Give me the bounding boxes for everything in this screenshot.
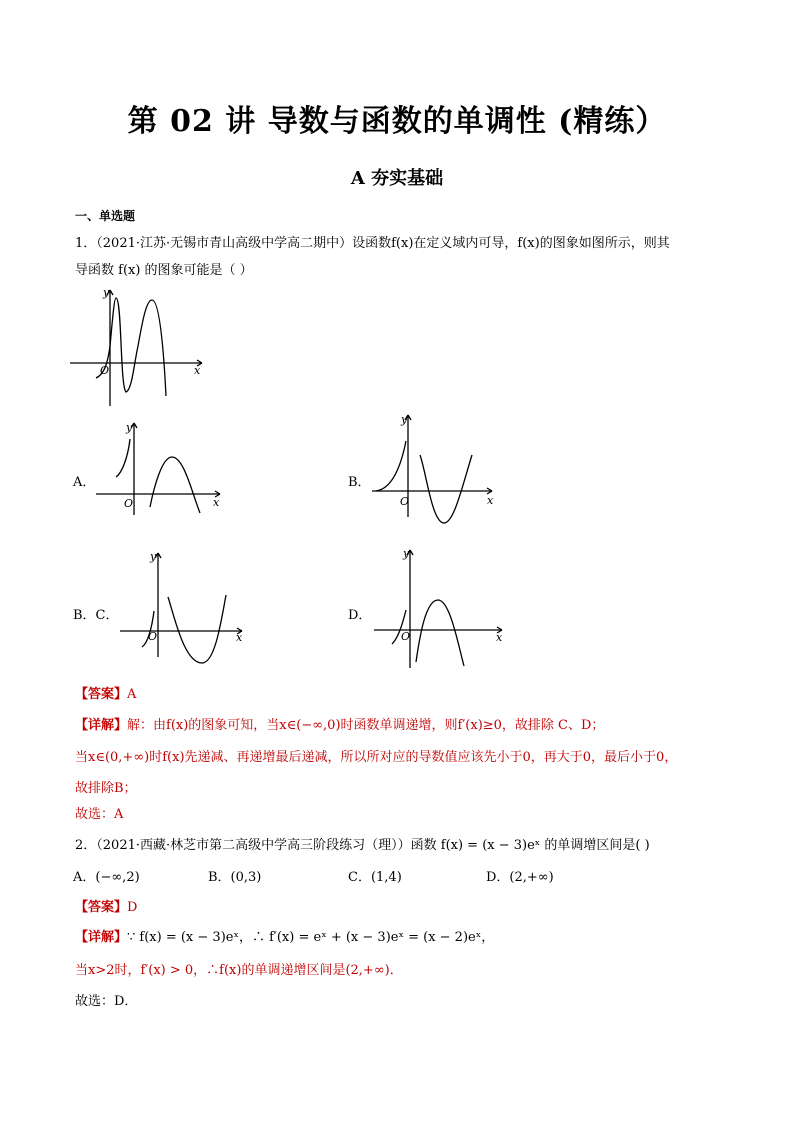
svg-text:O: O (148, 630, 158, 643)
svg-text:y: y (150, 550, 157, 563)
svg-text:y: y (403, 547, 410, 560)
q2-stem: 2．（2021·西藏·林芝市第二高级中学高三阶段练习（理））函数 f(x) = (x − 3)eˣ 的单调增区间是( ) (75, 838, 650, 853)
q2-option-d: D．(2,+∞) (486, 870, 554, 885)
svg-text:O: O (124, 497, 134, 510)
q1-stem-line1: 1．（2021·江苏·无锡市青山高级中学高二期中）设函数f(x)在定义域内可导，f(x)的图象如图所示，则其 (75, 236, 670, 251)
q1-detail-line1: 【详解】解：由f(x)的图象可知，当x∈(−∞,0)时函数单调递增，则f′(x)≥0，故排除 C、D； (75, 718, 605, 733)
q2-detail-line2: 当x>2时，f′(x) > 0，∴f(x)的单调递增区间是(2,+∞)． (75, 963, 403, 978)
origin-label: O (100, 364, 110, 377)
q1-option-b-label: B． (348, 475, 371, 490)
y-label: y (103, 286, 110, 299)
x-label: x (194, 364, 201, 377)
detail-tag: 【详解】 (75, 930, 128, 945)
q1-function-graph (70, 286, 210, 410)
svg-text:x: x (213, 496, 220, 509)
q1-option-d-label: D． (348, 608, 372, 623)
q2-detail-line1: 【详解】∵ f(x) = (x − 3)eˣ，∴ f′(x) = eˣ + (x − 3)eˣ = (x − 2)eˣ， (75, 930, 495, 945)
q1-stem-line2: 导函数 f(x) 的图象可能是（ ） (75, 263, 253, 278)
q1-option-b-graph (368, 411, 500, 519)
section-subtitle: A 夯实基础 (350, 168, 444, 189)
q1-conclusion: 故选：A (75, 807, 124, 822)
svg-text:x: x (236, 631, 243, 644)
svg-text:y: y (126, 421, 133, 434)
q2-answer-row (75, 896, 137, 915)
q1-option-c-graph (118, 547, 250, 659)
q2-answer: D (127, 900, 138, 915)
svg-text:y: y (401, 413, 408, 426)
svg-text:x: x (487, 494, 494, 507)
q1-option-d-graph (372, 544, 512, 670)
q1-option-a-graph (92, 417, 232, 517)
svg-text:O: O (401, 630, 411, 643)
q2-option-c: C．(1,4) (348, 870, 402, 885)
q1-detail-line2: 当x∈(0,+∞)时f(x)先递减、再递增最后递减，所以所对应的导数值应该先小于0，再大于0，最后小于0， (75, 750, 678, 765)
q1-detail-line3: 故排除B； (75, 781, 137, 796)
detail-tag: 【详解】 (75, 718, 128, 733)
q1-answer: A (127, 687, 137, 702)
q1-option-c-label: B．C． (73, 608, 119, 623)
page-title: 第 02 讲 导数与函数的单调性 (精练） (127, 104, 667, 139)
answer-tag: 【答案】 (75, 687, 128, 702)
q2-option-a: A．(−∞,2) (73, 870, 140, 885)
svg-text:O: O (400, 495, 410, 508)
svg-text:x: x (496, 631, 503, 644)
q1-option-a-label: A． (73, 475, 96, 490)
q2-option-b: B．(0,3) (208, 870, 262, 885)
q1-answer-row (75, 683, 136, 702)
question-type-heading: 一、单选题 (75, 209, 136, 223)
answer-tag: 【答案】 (75, 900, 128, 915)
q2-conclusion: 故选：D． (75, 994, 138, 1009)
